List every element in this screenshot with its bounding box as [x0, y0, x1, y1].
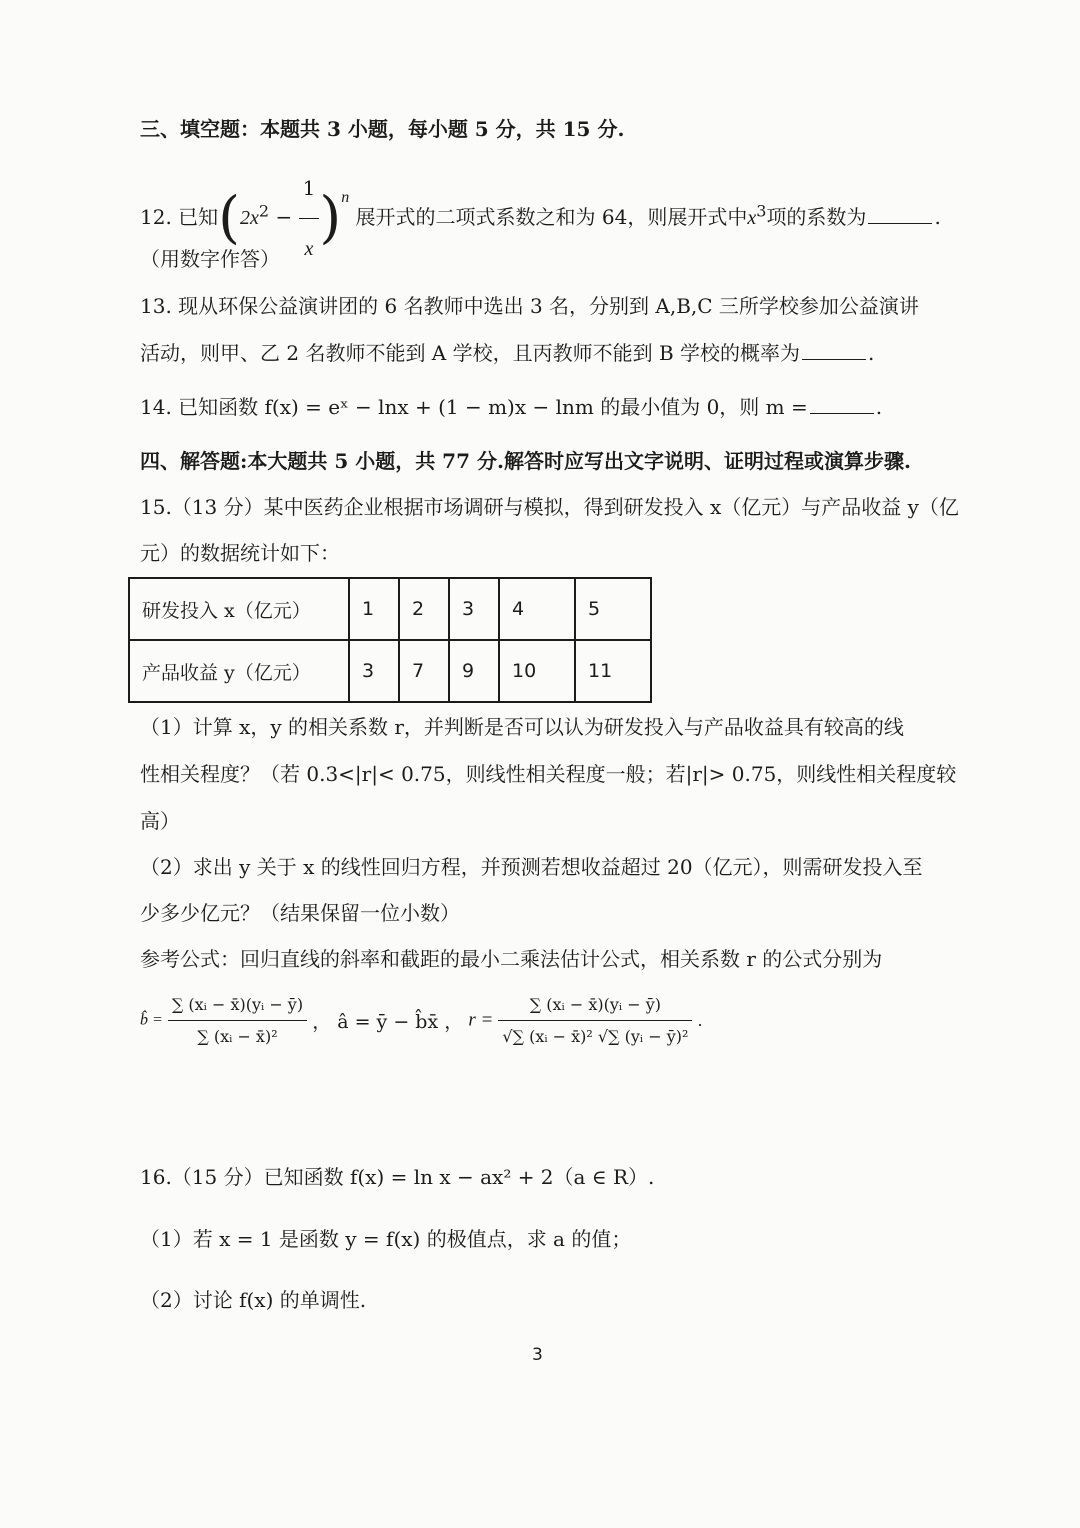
q13-line1: 13. 现从环保公益演讲团的 6 名教师中选出 3 名，分别到 A,B,C 三所学校参加公益演讲	[140, 294, 919, 318]
reference-formulas	[140, 995, 703, 1046]
left-paren: (	[218, 185, 241, 251]
right-paren: )	[319, 185, 342, 251]
q12-exp2: 2	[258, 201, 270, 221]
q15-part2-line1: （2）求出 y 关于 x 的线性回归方程，并预测若想收益超过 20（亿元），则需研发投入至	[140, 855, 923, 879]
table-cell: 3	[449, 578, 499, 640]
table-row	[129, 578, 651, 640]
q13-end: .	[868, 341, 875, 365]
formula-r-lhs: r =	[468, 1009, 494, 1031]
q14-answer-blank[interactable]	[810, 395, 874, 414]
q12-power: n	[341, 189, 350, 207]
q12-note: （用数字作答）	[140, 247, 280, 271]
formula-end: .	[697, 1011, 703, 1030]
page-number: 3	[532, 1345, 543, 1365]
q12-2x: 2x	[240, 207, 259, 229]
q15-line1: 15.（13 分）某中医药企业根据市场调研与模拟，得到研发投入 x（亿元）与产品收益 y（亿	[140, 495, 959, 519]
q15-part1-line2: 性相关程度？（若 0.3<|r|< 0.75，则线性相关程度一般；若|r|> 0.75，则线性相关程度较	[140, 762, 957, 786]
q12-frac-num: 1	[299, 158, 320, 219]
q12-prefix: 12. 已知	[140, 205, 219, 229]
q15-reference: 参考公式：回归直线的斜率和截距的最小二乘法估计公式，相关系数 r 的公式分别为	[140, 947, 883, 971]
q12-minus: −	[275, 205, 293, 229]
q15-part2-line2: 少多少亿元？（结果保留一位小数）	[140, 901, 460, 925]
q14-text: 14. 已知函数 f(x) = eˣ − lnx + (1 − m)x − lnm 的最小值为 0，则 m =	[140, 395, 808, 419]
formula-a: ， â = ȳ − b̂x̄ ，	[312, 1011, 464, 1033]
q15-part1-line3: 高）	[140, 809, 180, 833]
table-cell: 2	[399, 578, 449, 640]
formula-b-den: ∑ (xᵢ − x̄)²	[197, 1027, 278, 1046]
table-cell: 11	[575, 640, 651, 702]
q13-line2-text: 活动，则甲、乙 2 名教师不能到 A 学校，且丙教师不能到 B 学校的概率为	[140, 341, 801, 365]
table-row-label: 产品收益 y（亿元）	[129, 640, 349, 702]
formula-b-lhs: b̂ =	[140, 1011, 163, 1029]
q12-fraction	[299, 158, 320, 279]
q12-x3: x	[747, 207, 757, 229]
q12-end: .	[934, 205, 941, 229]
formula-b-fraction	[168, 995, 307, 1046]
table-cell: 5	[575, 578, 651, 640]
q13-answer-blank[interactable]	[802, 341, 866, 360]
q15-line2: 元）的数据统计如下：	[140, 541, 340, 565]
data-table	[128, 577, 652, 703]
q12-text: 展开式的二项式系数之和为 64，则展开式中	[355, 205, 748, 229]
formula-r-den: √∑ (xᵢ − x̄)² √∑ (yᵢ − ȳ)²	[502, 1027, 689, 1046]
q12-answer-blank[interactable]	[868, 205, 932, 224]
table-row-label: 研发投入 x（亿元）	[129, 578, 349, 640]
table-cell: 4	[499, 578, 575, 640]
q16-part1: （1）若 x = 1 是函数 y = f(x) 的极值点，求 a 的值；	[140, 1227, 632, 1251]
formula-r-num: ∑ (xᵢ − x̄)(yᵢ − ȳ)	[498, 995, 692, 1021]
q12-frac-den: x	[304, 238, 314, 260]
table-cell: 7	[399, 640, 449, 702]
formula-b-num: ∑ (xᵢ − x̄)(yᵢ − ȳ)	[168, 995, 307, 1021]
q12-x3-exp: 3	[756, 201, 767, 221]
q16-line1: 16.（15 分）已知函数 f(x) = ln x − ax² + 2（a ∈ R）.	[140, 1165, 655, 1189]
table-row	[129, 640, 651, 702]
table-cell: 1	[349, 578, 399, 640]
table-cell: 9	[449, 640, 499, 702]
q15-part1-line1: （1）计算 x，y 的相关系数 r，并判断是否可以认为研发投入与产品收益具有较高的线	[140, 715, 904, 739]
q12-tail: 项的系数为	[766, 205, 867, 229]
q14-end: .	[875, 395, 883, 419]
q13-line2	[140, 338, 874, 368]
formula-r-fraction	[498, 995, 692, 1046]
q16-part2: （2）讨论 f(x) 的单调性.	[140, 1288, 367, 1312]
question-14	[140, 392, 882, 422]
section3-title: 三、填空题：本题共 3 小题，每小题 5 分，共 15 分.	[140, 117, 625, 141]
table-cell: 10	[499, 640, 575, 702]
section4-title: 四、解答题:本大题共 5 小题，共 77 分.解答时应写出文字说明、证明过程或演算步骤.	[140, 449, 911, 473]
table-cell: 3	[349, 640, 399, 702]
